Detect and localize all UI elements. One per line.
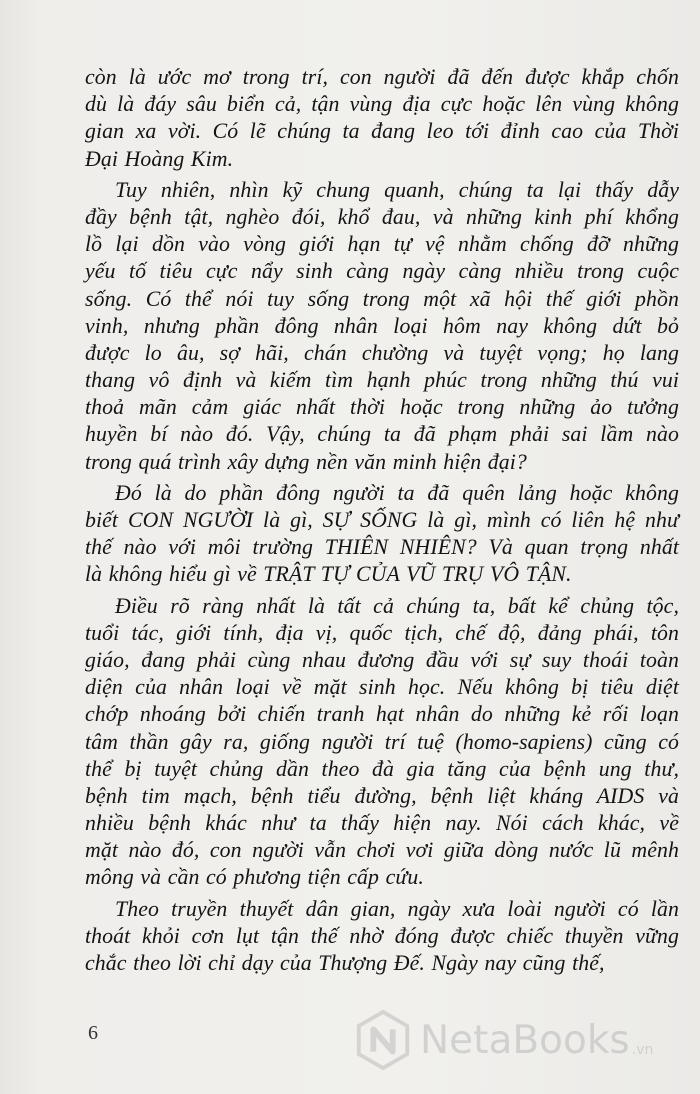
text-line: trong quá trình xây dựng nền văn minh hiện đại? <box>85 449 527 474</box>
page-number: 6 <box>88 1022 98 1044</box>
body-text <box>85 64 679 977</box>
watermark <box>352 1008 692 1072</box>
text-line: mông và cần có phương tiện cấp cứu. <box>85 865 424 890</box>
text-line: Tuy nhiên, nhìn kỹ chung quanh, chúng ta lại thấy dẫy <box>115 177 679 202</box>
text-line: được lo âu, sợ hãi, chán chường và tuyệt vọng; họ lang <box>85 340 679 365</box>
watermark-suffix: .vn <box>631 1042 654 1058</box>
text-line: tuổi tác, giới tính, địa vị, quốc tịch, chế độ, đảng phái, tôn <box>85 620 679 645</box>
paragraph <box>85 480 679 589</box>
paragraph <box>85 177 679 476</box>
text-line: yếu tố tiêu cực nẩy sinh càng ngày càng nhiều trong cuộc <box>85 259 679 284</box>
text-line: dù là đáy sâu biển cả, tận vùng địa cực hoặc lên vùng không <box>85 92 679 117</box>
text-line: Đại Hoàng Kim. <box>85 146 234 171</box>
text-line: gian xa vời. Có lẽ chúng ta đang leo tới đỉnh cao của Thời <box>85 119 679 144</box>
text-line: thoả mãn cảm giác nhất thời hoặc trong những ảo tưởng <box>85 395 679 420</box>
text-line: là không hiểu gì về TRẬT TỰ CỦA VŨ TRỤ VÔ TẬN. <box>85 562 572 587</box>
text-line: nhiều bệnh khác như ta thấy hiện nay. Nói cách khác, về <box>85 811 679 836</box>
text-line: giáo, đang phải cùng nhau đương đầu với sự suy thoái toàn <box>85 647 679 672</box>
text-line: chớp nhoáng bởi chiến tranh hạt nhân do những kẻ rối loạn <box>85 702 679 727</box>
text-line: vinh, nhưng phần đông nhân loại hôm nay không dứt bỏ <box>85 313 679 338</box>
text-line: mặt nào đó, con người vẫn chơi vơi giữa dòng nước lũ mênh <box>85 838 679 863</box>
text-line: còn là ước mơ trong trí, con người đã đến được khắp chốn <box>85 65 679 89</box>
watermark-brand: NetaBooks <box>420 1017 630 1063</box>
text-line: lồ lại dồn vào vòng giới hạn tự vệ nhằm chống đỡ những <box>85 232 679 257</box>
text-line: thoát khỏi cơn lụt tận thế nhờ đóng được chiếc thuyền vững <box>85 923 679 948</box>
text-line: đầy bệnh tật, nghèo đói, khổ đau, và những kinh phí khổng <box>85 204 679 229</box>
text-line: Đó là do phần đông người ta đã quên lảng hoặc không <box>115 480 679 505</box>
paragraph <box>85 593 679 892</box>
text-line: Theo truyền thuyết dân gian, ngày xưa loài người có lần <box>115 896 679 921</box>
text-line: chắc theo lời chỉ dạy của Thượng Đế. Ngày nay cũng thế, <box>85 951 605 975</box>
text-line: huyền bí nào đó. Vậy, chúng ta đã phạm phải sai lầm nào <box>85 422 679 447</box>
text-line: tâm thần gây ra, giống người trí tuệ (homo-sapiens) cũng có <box>85 729 679 754</box>
text-line: thể bị tuyệt chủng dần theo đà gia tăng của bệnh ung thư, <box>85 756 679 781</box>
text-line: Điều rõ ràng nhất là tất cả chúng ta, bất kể chủng tộc, <box>115 593 679 618</box>
text-line: sống. Có thể nói tuy sống trong một xã hội thế giới phồn <box>85 286 679 311</box>
text-line: diện của nhân loại về mặt sinh học. Nếu không bị tiêu diệt <box>85 675 679 700</box>
paragraph <box>85 64 679 173</box>
netabooks-logo-icon <box>352 1009 414 1071</box>
text-line: biết CON NGƯỜI là gì, SỰ SỐNG là gì, mình có liên hệ như <box>85 508 679 532</box>
text-line: bệnh tim mạch, bệnh tiểu đường, bệnh liệt kháng AIDS và <box>85 783 679 808</box>
text-line: thế nào với môi trường THIÊN NHIÊN? Và quan trọng nhất <box>85 535 679 560</box>
paragraph <box>85 896 679 978</box>
text-line: thang vô định và kiếm tìm hạnh phúc trong những thú vui <box>85 368 679 393</box>
